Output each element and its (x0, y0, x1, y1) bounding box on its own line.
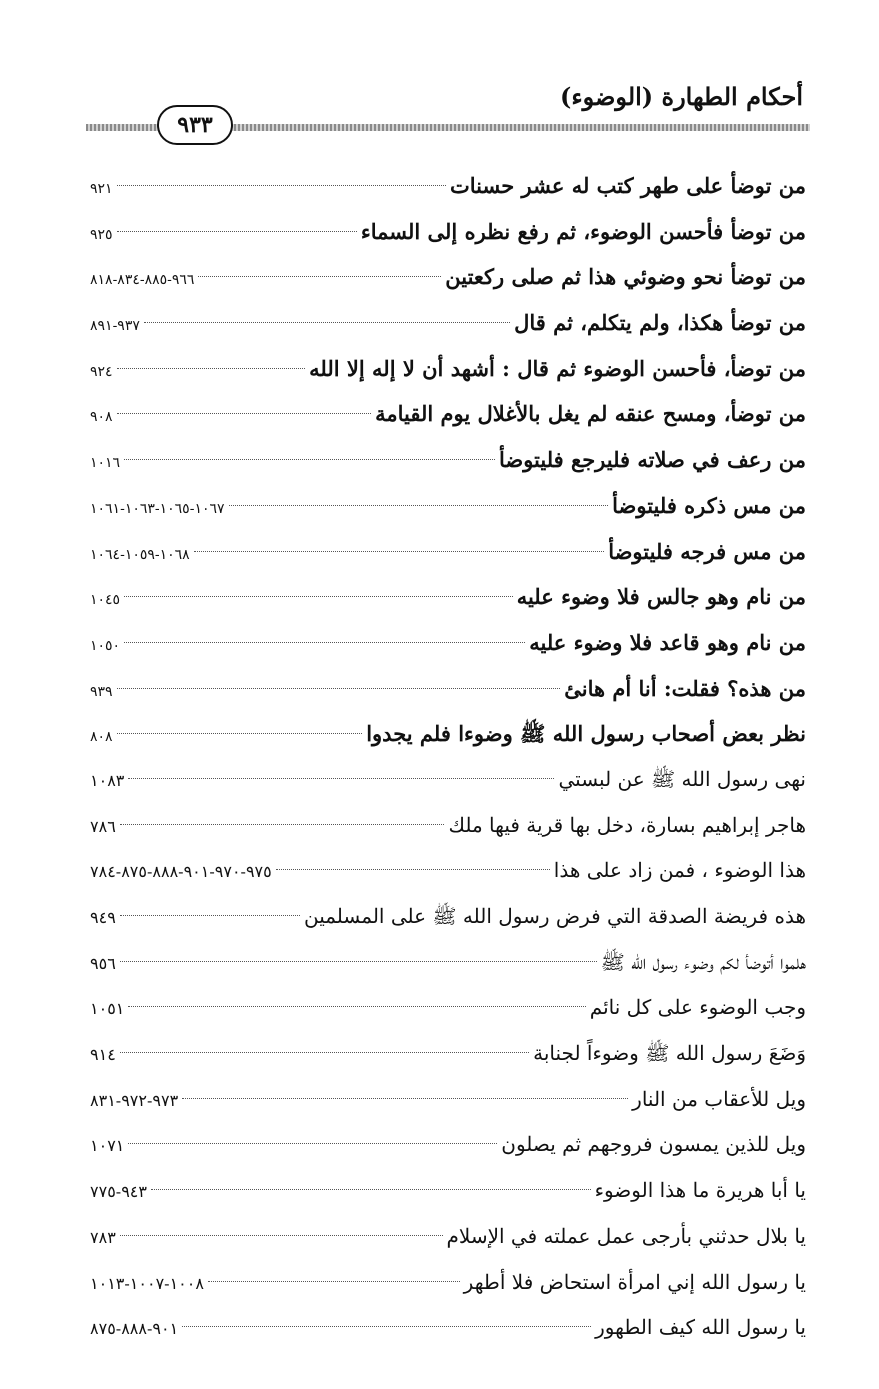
dot-leader (128, 1006, 585, 1007)
dot-leader (182, 1098, 628, 1099)
dot-leader (194, 551, 604, 552)
entry-text: من توضأ، ومسح عنقه لم يغل بالأغلال يوم القيامة (375, 401, 806, 427)
entry-text: يا بلال حدثني بأرجى عمل عملته في الإسلام (446, 1223, 806, 1248)
index-entry (90, 940, 806, 986)
entry-text: يا رسول الله كيف الطهور (595, 1315, 806, 1340)
entry-text: من توضأ هكذا، ولم يتكلم، ثم قال (514, 310, 806, 336)
entry-page-refs: ٩٠١-٨٨٨-٨٧٥ (90, 1319, 179, 1339)
index-entry (90, 894, 806, 940)
index-entry (90, 1122, 806, 1168)
entry-text: من توضأ على طهر كتب له عشر حسنات (450, 173, 806, 198)
entry-page-refs: ٧٨٣ (90, 1227, 116, 1247)
dot-leader (229, 505, 609, 506)
index-entry (90, 620, 806, 666)
entry-text: هاجر إبراهيم بسارة، دخل بها قرية فيها ملك (448, 812, 806, 837)
dot-leader (128, 1143, 497, 1144)
dot-leader (120, 915, 300, 916)
entry-text: من توضأ نحو وضوئي هذا ثم صلى ركعتين (445, 264, 806, 290)
dot-leader (198, 276, 441, 277)
entry-text: من نام وهو قاعد فلا وضوء عليه (529, 629, 806, 655)
entry-page-refs: ٩٢٥ (90, 226, 113, 243)
entry-page-refs: ٩٧٥-٩٧٠-٩٠١-٨٨٨-٨٧٥-٧٨٤ (90, 862, 272, 882)
index-entry (90, 346, 806, 392)
entry-page-refs: ٧٨٦ (90, 816, 116, 836)
entry-text: نظر بعض أصحاب رسول الله ﷺ وضوءا فلم يجدوا (366, 721, 806, 747)
index-entry (90, 1168, 806, 1214)
entry-text: من توضأ، فأحسن الوضوء ثم قال : أشهد أن لا إله إلا الله (309, 355, 806, 381)
entry-text: من رعف في صلاته فليرجع فليتوضأ (498, 447, 806, 473)
index-entry (90, 437, 806, 483)
index-entry (90, 391, 806, 437)
index-entry (90, 803, 806, 849)
entry-text: هذا الوضوء ، فمن زاد على هذا (553, 858, 806, 883)
dot-leader (120, 1235, 443, 1236)
dot-leader (117, 413, 372, 414)
page-number: ٩٣٣ (177, 112, 213, 138)
entry-page-refs: ٩٤٣-٧٧٥ (90, 1182, 147, 1202)
hadith-index-list (90, 163, 806, 1351)
entry-text: هذه فريضة الصدقة التي فرض رسول الله ﷺ على المسلمين (303, 904, 806, 928)
dot-leader (117, 185, 446, 186)
index-entry (90, 574, 806, 620)
index-entry (90, 848, 806, 894)
entry-text: وَضَعَ رسول الله ﷺ وضوءاً لجنابة (533, 1041, 806, 1066)
index-entry (90, 711, 806, 757)
entry-page-refs: ١٠٨٣ (90, 770, 125, 790)
page-number-badge (157, 105, 233, 145)
entry-text: من مس فرجه فليتوضأ (608, 538, 806, 564)
dot-leader (117, 231, 357, 232)
entry-page-refs: ٩٧٣-٩٧٢-٨٣١ (90, 1090, 179, 1110)
entry-page-refs: ١٠١٦ (90, 455, 121, 472)
index-entry (90, 666, 806, 712)
entry-page-refs: ٩٠٨ (90, 409, 113, 426)
dot-leader (208, 1281, 460, 1282)
entry-page-refs: ٩٥٦ (90, 953, 116, 973)
entry-text: من توضأ فأحسن الوضوء، ثم رفع نظره إلى السماء (360, 218, 806, 244)
entry-text: يا رسول الله إني امرأة استحاض فلا أطهر (463, 1269, 806, 1294)
dot-leader (128, 778, 554, 779)
dot-leader (276, 869, 550, 870)
dot-leader (124, 459, 495, 460)
dot-leader (144, 322, 510, 323)
entry-text: وجب الوضوء على كل نائم (589, 995, 806, 1020)
index-entry (90, 483, 806, 529)
entry-text: من هذه؟ فقلت: أنا أم هانئ (564, 675, 806, 701)
entry-page-refs: ١٠٤٥ (90, 592, 121, 609)
entry-page-refs: ١٠٦٨-١٠٥٩-١٠٦٤ (90, 546, 190, 563)
index-entry (90, 254, 806, 300)
dot-leader (117, 733, 363, 734)
entry-page-refs: ٩١٤ (90, 1045, 116, 1065)
running-header-title: أحكام الطهارة (الوضوء) (560, 82, 803, 111)
dot-leader (120, 824, 445, 825)
entry-page-refs: ٩٤٩ (90, 908, 116, 927)
index-entry (90, 757, 806, 803)
entry-text: من مس ذكره فليتوضأ (612, 492, 806, 518)
index-entry (90, 1031, 806, 1077)
entry-text: ويل للذين يمسون فروجهم ثم يصلون (501, 1132, 806, 1157)
index-entry (90, 300, 806, 346)
entry-page-refs: ٨٠٨ (90, 729, 113, 746)
entry-text: ويل للأعقاب من النار (632, 1086, 806, 1111)
dot-leader (124, 642, 525, 643)
entry-page-refs: ١٠٠٨-١٠٠٧-١٠١٣ (90, 1273, 204, 1293)
dot-leader (182, 1326, 591, 1327)
dot-leader (124, 596, 513, 597)
entry-page-refs: ١٠٥١ (90, 999, 125, 1019)
dot-leader (117, 368, 306, 369)
index-entry (90, 529, 806, 575)
index-entry (90, 1260, 806, 1306)
index-entry (90, 1305, 806, 1351)
entry-page-refs: ١٠٧١ (90, 1136, 125, 1156)
index-entry (90, 163, 806, 209)
entry-page-refs: ٩٣٧-٨٩١ (90, 318, 140, 335)
index-entry (90, 1077, 806, 1123)
entry-page-refs: ٩٦٦-٨٨٥-٨٣٤-٨١٨ (90, 272, 195, 289)
entry-page-refs: ١٠٦٧-١٠٦٥-١٠٦٣-١٠٦١ (90, 500, 225, 517)
entry-page-refs: ٩٢١ (90, 181, 113, 197)
entry-page-refs: ٩٢٤ (90, 363, 113, 380)
dot-leader (151, 1189, 591, 1190)
entry-page-refs: ١٠٥٠ (90, 637, 121, 654)
entry-text: هلموا أتوضأ لكم وضوء رسول الله ﷺ (600, 949, 806, 974)
dot-leader (117, 688, 561, 689)
index-entry (90, 985, 806, 1031)
entry-text: من نام وهو جالس فلا وضوء عليه (516, 584, 806, 610)
index-entry (90, 209, 806, 255)
index-entry (90, 1214, 806, 1260)
entry-page-refs: ٩٣٩ (90, 683, 113, 700)
dot-leader (120, 961, 597, 962)
dot-leader (120, 1052, 529, 1053)
entry-text: نهى رسول الله ﷺ عن لبستي (558, 766, 806, 791)
entry-text: يا أبا هريرة ما هذا الوضوء (594, 1178, 806, 1203)
